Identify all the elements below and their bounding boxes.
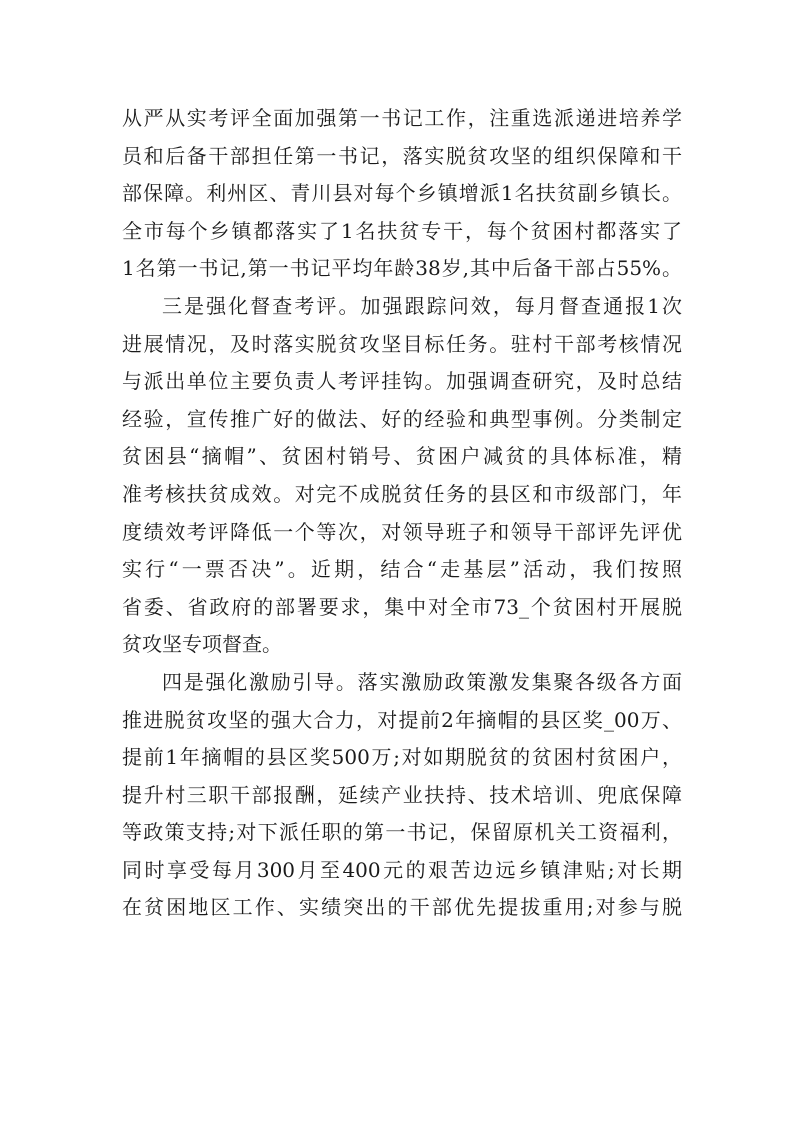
document-body: [122, 100, 682, 927]
text-line: 提升村三职干部报酬，延续产业扶持、技术培训、兜底保障: [122, 782, 682, 807]
paragraph-3: [122, 664, 682, 927]
text-line: 1名第一书记,第一书记平均年龄38岁,其中后备干部占55%。: [122, 256, 682, 281]
paragraph-2: [122, 288, 682, 664]
text-line: 省委、省政府的部署要求，集中对全市73_个贫困村开展脱: [122, 594, 682, 619]
text-line: 部保障。利州区、青川县对每个乡镇增派1名扶贫副乡镇长。: [122, 181, 682, 206]
text-line: 四是强化激励引导。落实激励政策激发集聚各级各方面: [162, 669, 682, 694]
text-line: 提前1年摘帽的县区奖500万;对如期脱贫的贫困村贫困户，: [122, 745, 682, 770]
text-line: 贫困县“摘帽”、贫困村销号、贫困户减贫的具体标准，精: [122, 444, 682, 469]
text-line: 等政策支持;对下派任职的第一书记，保留原机关工资福利，: [122, 820, 682, 845]
text-line: 员和后备干部担任第一书记，落实脱贫攻坚的组织保障和干: [122, 143, 682, 168]
text-line: 同时享受每月300月至400元的艰苦边远乡镇津贴;对长期: [122, 857, 682, 882]
text-line: 推进脱贫攻坚的强大合力，对提前2年摘帽的县区奖_00万、: [122, 707, 682, 732]
text-line: 在贫困地区工作、实绩突出的干部优先提拔重用;对参与脱: [122, 895, 682, 920]
text-line: 实行“一票否决”。近期，结合“走基层”活动，我们按照: [122, 557, 682, 582]
paragraph-1: [122, 100, 682, 288]
text-line: 贫攻坚专项督查。: [122, 632, 282, 657]
text-line: 准考核扶贫成效。对完不成脱贫任务的县区和市级部门，年: [122, 481, 682, 506]
text-line: 从严从实考评全面加强第一书记工作，注重选派递进培养学: [122, 106, 682, 130]
text-line: 与派出单位主要负责人考评挂钩。加强调查研究，及时总结: [122, 369, 682, 394]
text-line: 进展情况，及时落实脱贫攻坚目标任务。驻村干部考核情况: [122, 331, 682, 356]
text-line: 三是强化督查考评。加强跟踪问效，每月督查通报1次: [162, 293, 682, 318]
text-line: 全市每个乡镇都落实了1名扶贫专干，每个贫困村都落实了: [122, 218, 682, 243]
text-line: 度绩效考评降低一个等次，对领导班子和领导干部评先评优: [122, 519, 682, 544]
text-line: 经验，宣传推广好的做法、好的经验和典型事例。分类制定: [122, 406, 682, 431]
